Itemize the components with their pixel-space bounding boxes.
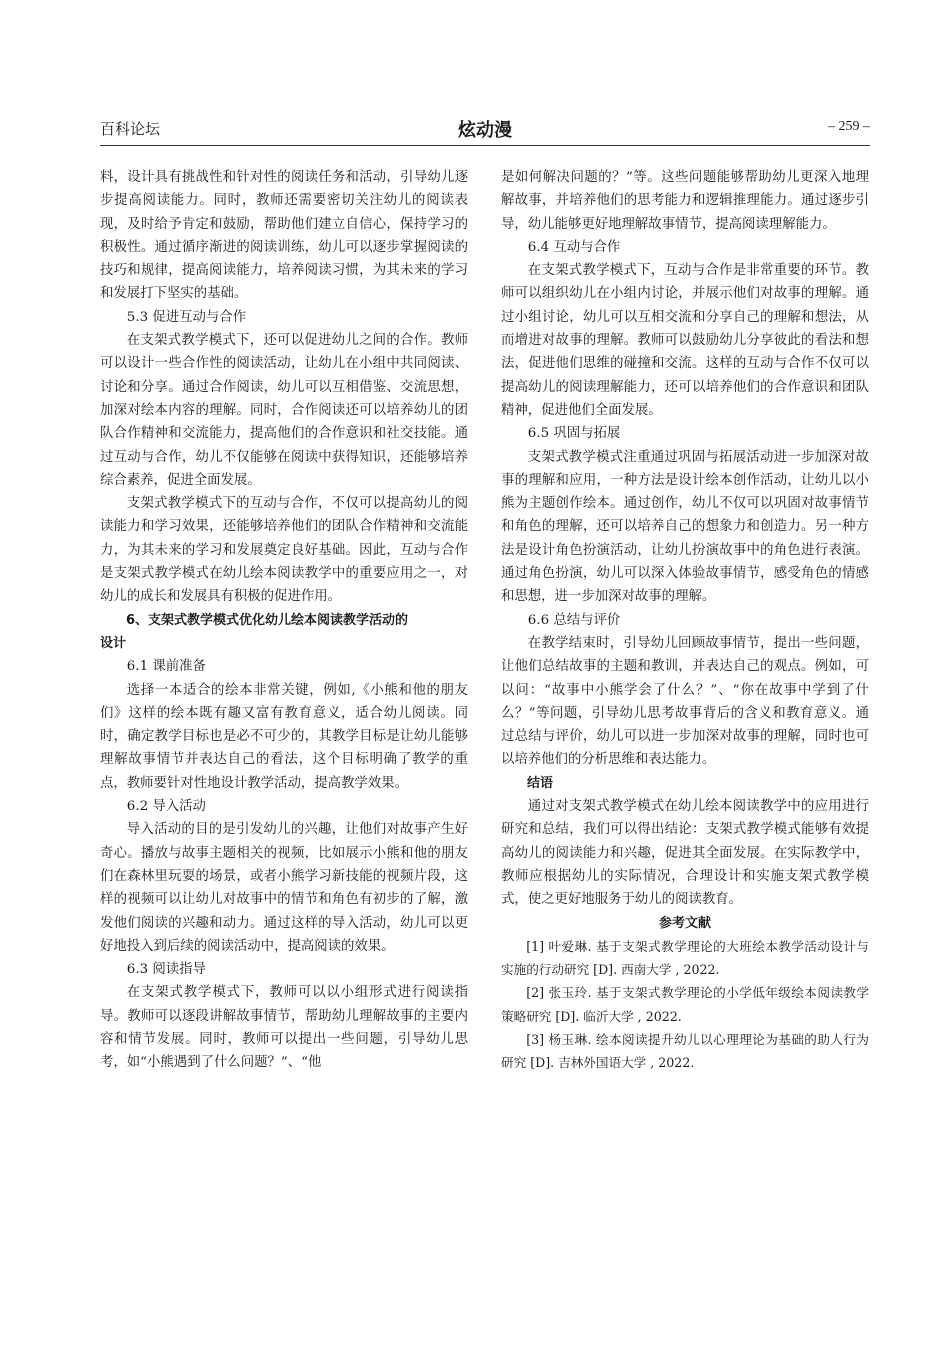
paragraph: 选择一本适合的绘本非常关键，例如,《小熊和他的朋友们》这样的绘本既有趣又富有教育意义，适合幼儿阅读。同时，确定教学目标也是必不可少的，其教学目标是让幼儿能够理解故事情节并表达自己的看法，这个目标明确了教学的重点，教师要针对性地设计教学活动，提高教学效果。 [100,682,468,791]
reference-item: [2] 张玉玲. 基于支架式教学理论的小学低年级绘本阅读教学策略研究 [D]. 临沂大学 , 2022. [501,985,869,1024]
section-heading-6-5: 6.5 巩固与拓展 [527,426,621,442]
header-rule [100,145,870,146]
section-heading-6-4: 6.4 互动与合作 [527,239,621,255]
paragraph: 支架式教学模式下的互动与合作，不仅可以提高幼儿的阅读能力和学习效果，还能够培养他们的团队合作精神和交流能力，为其未来的学习和发展奠定良好基础。因此，互动与合作是支架式教学模式在幼儿绘本阅读教学中的重要应用之一，对幼儿的成长和发展具有积极的促进作用。 [100,496,468,605]
section-heading-6-3: 6.3 阅读指导 [126,962,206,978]
section-heading-6 [100,609,468,656]
section-heading-6-line1: 6、支架式教学模式优化幼儿绘本阅读教学活动的 [126,612,409,628]
reference-item: [1] 叶爱琳. 基于支架式教学理论的大班绘本教学活动设计与实施的行动研究 [D]. 西南大学 , 2022. [501,938,869,978]
paragraph: 通过对支架式教学模式在幼儿绘本阅读教学中的应用进行研究和总结，我们可以得出结论：支架式教学模式能够有效提高幼儿的阅读能力和兴趣，促进其全面发展。在实际教学中，教师应根据幼儿的实际情况，合理设计和实施支架式教学模式，使之更好地服务于幼儿的阅读教育。 [501,799,869,908]
reference-item: [3] 杨玉琳. 绘本阅读提升幼儿以心理理论为基础的助人行为研究 [D]. 吉林外国语大学 , 2022. [501,1031,869,1071]
paragraph: 在教学结束时，引导幼儿回顾故事情节，提出一些问题，让他们总结故事的主题和教训，并表达自己的观点。例如，可以问：“故事中小熊学会了什么？”、“你在故事中学到了什么？”等问题，引导幼儿思考故事背后的含义和教育意义。通过总结与评价，幼儿可以进一步加深对故事的理解，同时也可以培养他们的分析思维和表达能力。 [501,635,869,768]
right-column [501,166,869,1075]
paragraph: 在支架式教学模式下，还可以促进幼儿之间的合作。教师可以设计一些合作性的阅读活动，让幼儿在小组中共同阅读、讨论和分享。通过合作阅读，幼儿可以互相借鉴、交流思想，加深对绘本内容的理解。同时，合作阅读还可以培养幼儿的团队合作精神和交流能力，提高他们的合作意识和社交技能。通过互动与合作，幼儿不仅能够在阅读中获得知识，还能够培养综合素养，促进全面发展。 [100,333,468,488]
paragraph: 支架式教学模式注重通过巩固与拓展活动进一步加深对故事的理解和应用，一种方法是设计绘本创作活动，让幼儿以小熊为主题创作绘本。通过创作，幼儿不仅可以巩固对故事情节和角色的理解，还可以培养自己的想象力和创造力。另一种方法是设计角色扮演活动，让幼儿扮演故事中的角色进行表演。通过角色扮演，幼儿可以深入体验故事情节，感受角色的情感和思想，进一步加深对故事的理解。 [501,449,869,605]
journal-title: 炫动漫 [458,120,512,141]
page-number: – 259 – [828,119,870,134]
references-heading: 参考文献 [658,915,711,931]
left-column [100,166,468,1075]
section-heading-6-line2: 设计 [100,635,127,651]
paragraph: 料，设计具有挑战性和针对性的阅读任务和活动，引导幼儿逐步提高阅读能力。同时，教师还需要密切关注幼儿的阅读表现，及时给予肯定和鼓励，帮助他们建立自信心，保持学习的积极性。通过循序渐进的阅读训练，幼儿可以逐步掌握阅读的技巧和规律，提高阅读能力，培养阅读习惯，为其未来的学习和发展打下坚实的基础。 [100,170,468,302]
section-heading-6-2: 6.2 导入活动 [126,799,206,815]
section-heading-5-3: 5.3 促进互动与合作 [126,309,247,325]
section-heading-6-6: 6.6 总结与评价 [527,612,621,628]
paragraph: 在支架式教学模式下，互动与合作是非常重要的环节。教师可以组织幼儿在小组内讨论，并展示他们对故事的理解。通过小组讨论，幼儿可以互相交流和分享自己的理解和想法，从而增进对故事的理解。教师可以鼓励幼儿分享彼此的看法和想法，促进他们思维的碰撞和交流。这样的互动与合作不仅可以提高幼儿的阅读理解能力，还可以培养他们的合作意识和团队精神，促进他们全面发展。 [501,263,869,418]
paragraph: 导入活动的目的是引发幼儿的兴趣，让他们对故事产生好奇心。播放与故事主题相关的视频，比如展示小熊和他的朋友们在森林里玩耍的场景，或者小熊学习新技能的视频片段，这样的视频可以让幼儿对故事中的情节和角色有初步的了解，激发他们阅读的兴趣和动力。通过这样的导入活动，幼儿可以更好地投入到后续的阅读活动中，提高阅读的效果。 [100,822,468,954]
section-heading-6-1: 6.1 课前准备 [126,659,206,675]
paragraph: 在支架式教学模式下，教师可以以小组形式进行阅读指导。教师可以逐段讲解故事情节，帮助幼儿理解故事的主要内容和情节发展。同时，教师可以提出一些问题，引导幼儿思考，如“小熊遇到了什么问题？”、“他 [100,985,468,1071]
conclusion-heading: 结语 [527,775,554,791]
journal-section-name: 百科论坛 [100,120,161,138]
page-header [100,118,870,144]
paragraph: 是如何解决问题的？”等。这些问题能够帮助幼儿更深入地理解故事，并培养他们的思考能力和逻辑推理能力。通过逐步引导，幼儿能够更好地理解故事情节，提高阅读理解能力。 [501,170,869,232]
